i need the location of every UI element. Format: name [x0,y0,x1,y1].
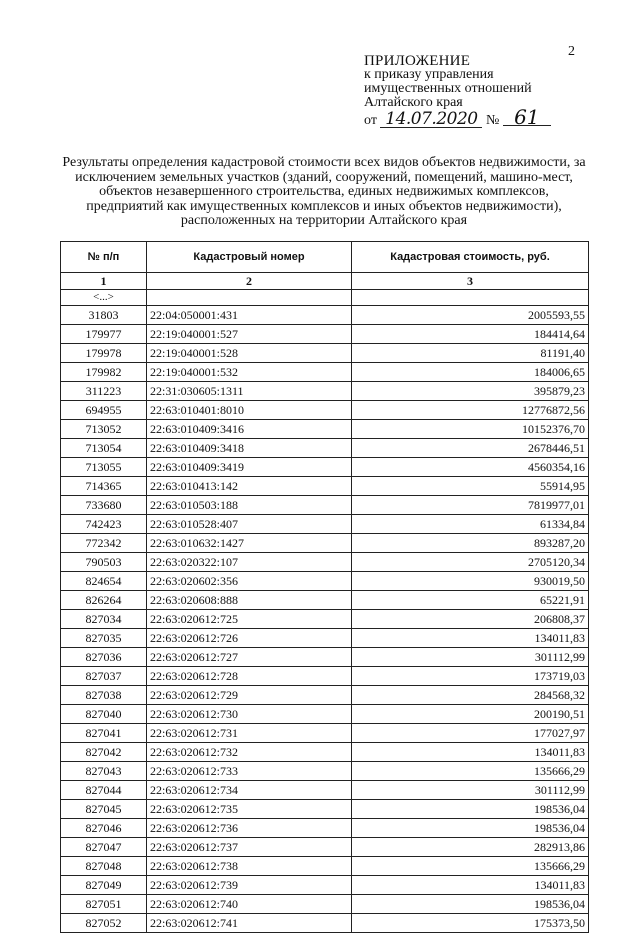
row-cadastral-number: 22:63:020612:741 [147,914,352,933]
table-row [61,306,589,325]
column-number-3: 3 [352,273,589,290]
row-cadastral-value: 2678446,51 [352,439,589,458]
row-cadastral-number: 22:31:030605:1311 [147,382,352,401]
ellipsis-empty-cell [352,290,589,306]
row-index: 31803 [61,306,147,325]
row-cadastral-number: 22:63:020322:107 [147,553,352,572]
table-row [61,382,589,401]
row-index: 790503 [61,553,147,572]
row-index: 824654 [61,572,147,591]
table-row [61,572,589,591]
row-cadastral-number: 22:63:020612:737 [147,838,352,857]
row-cadastral-value: 12776872,56 [352,401,589,420]
row-cadastral-value: 2005593,55 [352,306,589,325]
row-cadastral-value: 184414,64 [352,325,589,344]
row-index: 827043 [61,762,147,781]
row-cadastral-number: 22:63:020612:732 [147,743,352,762]
table-row [61,800,589,819]
row-cadastral-value: 395879,23 [352,382,589,401]
table-row [61,819,589,838]
row-index: 772342 [61,534,147,553]
row-index: 742423 [61,515,147,534]
row-index: 826264 [61,591,147,610]
row-cadastral-value: 206808,37 [352,610,589,629]
table-row [61,876,589,895]
row-cadastral-value: 282913,86 [352,838,589,857]
table-row [61,705,589,724]
table-row [61,515,589,534]
row-cadastral-value: 198536,04 [352,895,589,914]
row-index: 827046 [61,819,147,838]
row-index: 827040 [61,705,147,724]
handwritten-order-number: 61 [503,110,551,126]
row-index: 827048 [61,857,147,876]
row-index: 311223 [61,382,147,401]
row-cadastral-number: 22:63:020612:730 [147,705,352,724]
table-row [61,344,589,363]
row-cadastral-number: 22:63:020608:888 [147,591,352,610]
row-cadastral-value: 177027,97 [352,724,589,743]
table-row [61,363,589,382]
number-label: № [485,113,500,128]
table-row [61,325,589,344]
document-heading: Результаты определения кадастровой стоимости всех видов объектов недвижимости, за исключением земельных участков (зданий, сооружений, помещений, машино-мест, объектов незавершенного строительства, единых недвижимых комплексов, предприятий как имущественных комплексов и иных объектов недвижимости), расположенных на территории Алтайского края [62,155,586,228]
table-row [61,610,589,629]
table-row [61,743,589,762]
table-row [61,553,589,572]
row-cadastral-value: 4560354,16 [352,458,589,477]
ellipsis-row [61,290,589,306]
table-row [61,781,589,800]
table-row [61,724,589,743]
row-index: 714365 [61,477,147,496]
table-row [61,534,589,553]
row-cadastral-number: 22:63:020612:738 [147,857,352,876]
table-row [61,857,589,876]
column-number-row [61,273,589,290]
row-cadastral-number: 22:63:010413:142 [147,477,352,496]
row-cadastral-value: 930019,50 [352,572,589,591]
row-cadastral-value: 284568,32 [352,686,589,705]
row-cadastral-value: 200190,51 [352,705,589,724]
table-row [61,420,589,439]
row-cadastral-number: 22:63:010409:3416 [147,420,352,439]
row-cadastral-value: 301112,99 [352,781,589,800]
row-cadastral-number: 22:63:020612:740 [147,895,352,914]
table-row [61,838,589,857]
table-row [61,648,589,667]
row-cadastral-number: 22:63:020612:727 [147,648,352,667]
row-index: 827037 [61,667,147,686]
row-index: 827045 [61,800,147,819]
row-index: 179977 [61,325,147,344]
row-cadastral-value: 134011,83 [352,743,589,762]
ellipsis-empty-cell [147,290,352,306]
row-cadastral-value: 198536,04 [352,800,589,819]
table-row [61,914,589,933]
row-cadastral-value: 198536,04 [352,819,589,838]
row-index: 827036 [61,648,147,667]
row-cadastral-value: 134011,83 [352,629,589,648]
row-cadastral-value: 135666,29 [352,762,589,781]
table-row [61,439,589,458]
row-cadastral-number: 22:63:010409:3419 [147,458,352,477]
column-number-1: 1 [61,273,147,290]
row-index: 733680 [61,496,147,515]
row-index: 827044 [61,781,147,800]
table-row [61,477,589,496]
page-number: 2 [568,44,575,59]
row-cadastral-number: 22:63:010503:188 [147,496,352,515]
row-index: 827051 [61,895,147,914]
row-cadastral-value: 2705120,34 [352,553,589,572]
row-index: 827049 [61,876,147,895]
row-cadastral-number: 22:63:010409:3418 [147,439,352,458]
row-cadastral-value: 184006,65 [352,363,589,382]
table-body [61,273,589,933]
row-cadastral-number: 22:63:010528:407 [147,515,352,534]
row-cadastral-number: 22:63:020612:735 [147,800,352,819]
column-number-2: 2 [147,273,352,290]
row-cadastral-value: 61334,84 [352,515,589,534]
appendix-title: ПРИЛОЖЕНИЕ [364,53,471,69]
header-cadastral-number: Кадастровый номер [147,242,352,273]
row-cadastral-number: 22:63:020612:734 [147,781,352,800]
row-index: 179982 [61,363,147,382]
appendix-line-region: Алтайского края [364,95,463,110]
handwritten-date: 14.07.2020 [380,112,482,128]
table-header-row [61,242,589,273]
table-row [61,667,589,686]
row-cadastral-value: 173719,03 [352,667,589,686]
row-cadastral-number: 22:63:010401:8010 [147,401,352,420]
row-cadastral-number: 22:63:020612:731 [147,724,352,743]
row-index: 827041 [61,724,147,743]
row-cadastral-number: 22:63:020612:725 [147,610,352,629]
row-index: 713055 [61,458,147,477]
order-date-number-line [364,105,551,129]
appendix-line-department: имущественных отношений [364,81,532,96]
cadastral-value-table [60,241,589,933]
row-cadastral-value: 55914,95 [352,477,589,496]
row-cadastral-number: 22:63:020612:729 [147,686,352,705]
row-cadastral-value: 135666,29 [352,857,589,876]
table-row [61,686,589,705]
row-cadastral-number: 22:19:040001:532 [147,363,352,382]
table-row [61,496,589,515]
row-cadastral-number: 22:63:010632:1427 [147,534,352,553]
ellipsis-cell: <...> [61,290,147,306]
row-index: 713052 [61,420,147,439]
row-cadastral-number: 22:19:040001:528 [147,344,352,363]
row-cadastral-number: 22:63:020612:739 [147,876,352,895]
table-row [61,629,589,648]
table-row [61,591,589,610]
row-cadastral-number: 22:63:020612:733 [147,762,352,781]
appendix-block [364,54,551,128]
row-index: 827052 [61,914,147,933]
header-cadastral-value: Кадастровая стоимость, руб. [352,242,589,273]
row-cadastral-value: 175373,50 [352,914,589,933]
header-index: № п/п [61,242,147,273]
row-cadastral-number: 22:04:050001:431 [147,306,352,325]
table-row [61,762,589,781]
row-cadastral-value: 81191,40 [352,344,589,363]
row-cadastral-number: 22:63:020602:356 [147,572,352,591]
row-index: 827047 [61,838,147,857]
row-cadastral-value: 7819977,01 [352,496,589,515]
row-cadastral-value: 134011,83 [352,876,589,895]
table-row [61,458,589,477]
row-cadastral-number: 22:63:020612:728 [147,667,352,686]
row-cadastral-number: 22:63:020612:726 [147,629,352,648]
from-label: от [364,113,377,128]
appendix-line-order: к приказу управления [364,67,494,82]
row-index: 827034 [61,610,147,629]
row-index: 713054 [61,439,147,458]
table-row [61,401,589,420]
row-index: 179978 [61,344,147,363]
row-index: 827035 [61,629,147,648]
row-index: 694955 [61,401,147,420]
row-cadastral-value: 301112,99 [352,648,589,667]
row-cadastral-number: 22:19:040001:527 [147,325,352,344]
row-index: 827042 [61,743,147,762]
row-index: 827038 [61,686,147,705]
row-cadastral-value: 893287,20 [352,534,589,553]
row-cadastral-value: 10152376,70 [352,420,589,439]
table-row [61,895,589,914]
row-cadastral-number: 22:63:020612:736 [147,819,352,838]
row-cadastral-value: 65221,91 [352,591,589,610]
